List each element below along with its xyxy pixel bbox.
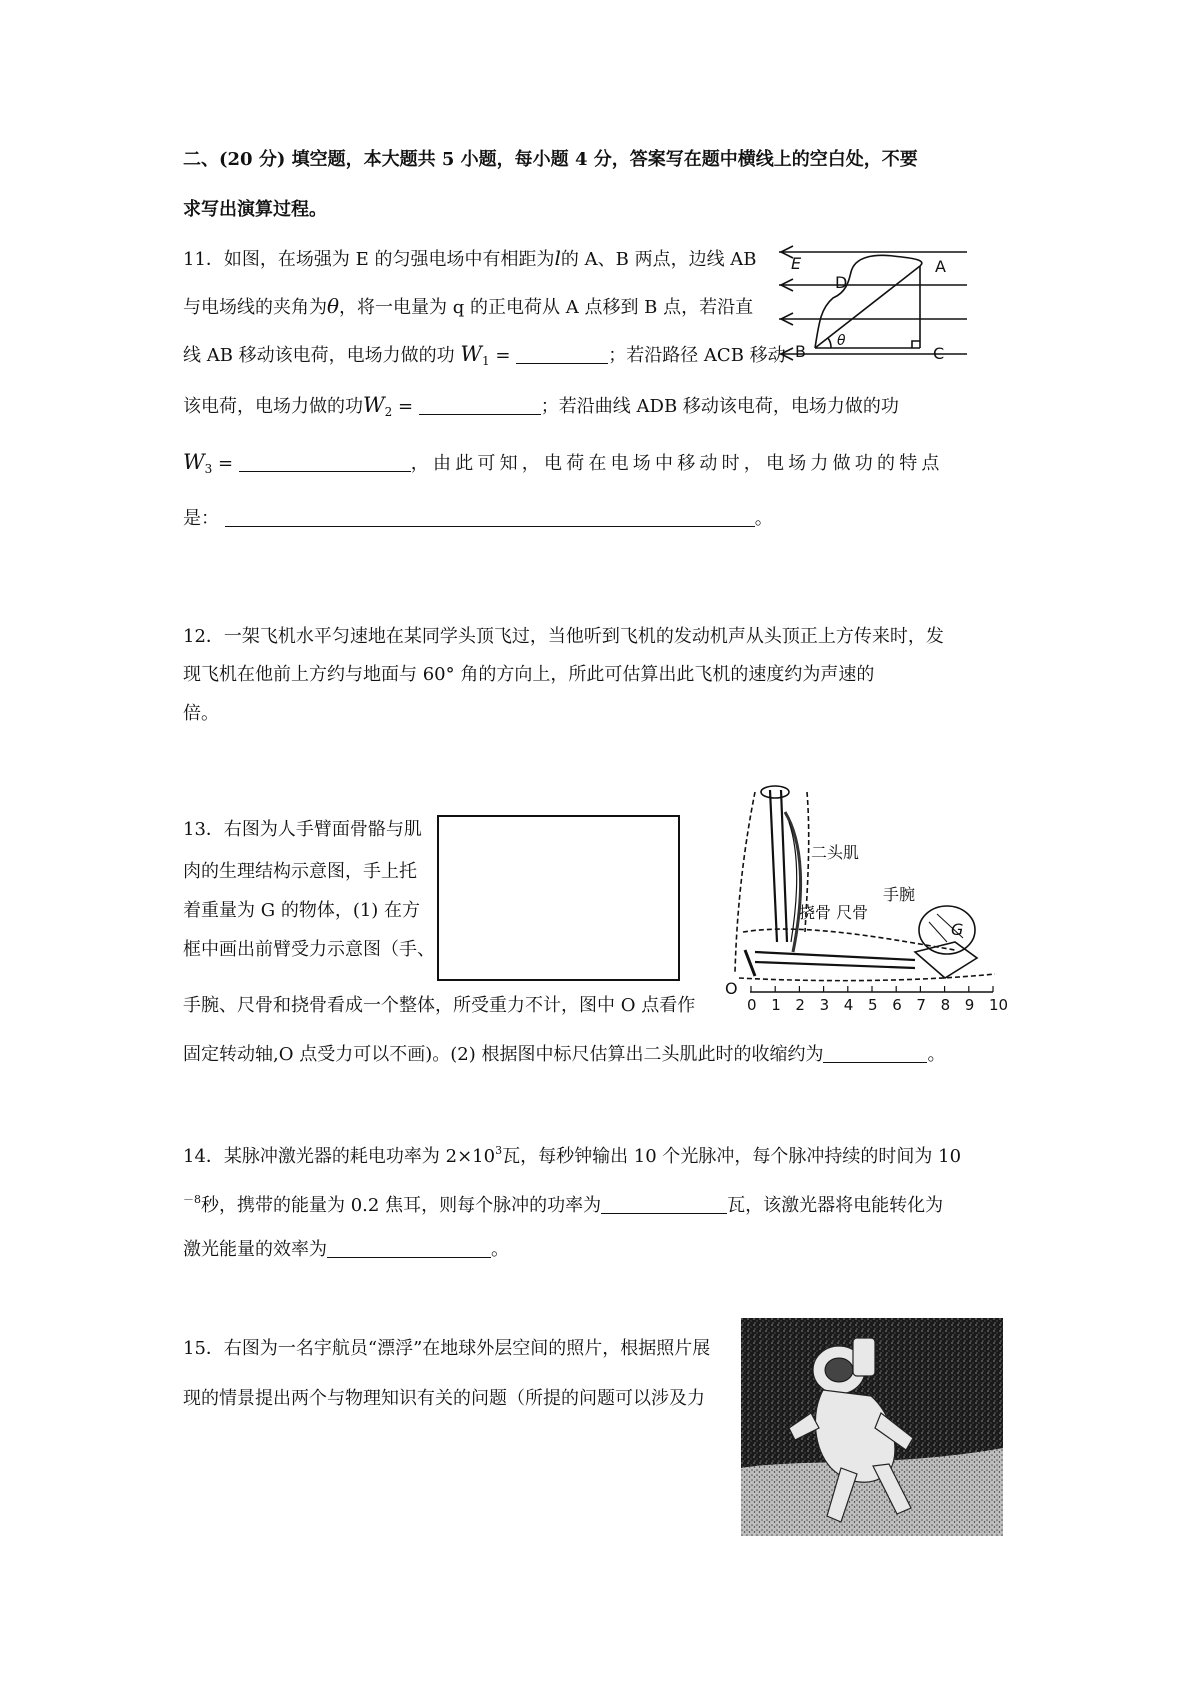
q14-text: 瓦，该激光器将电能转化为	[727, 1195, 944, 1216]
ruler-tick-label: 6	[892, 996, 902, 1014]
q11-w2-symbol: W	[363, 393, 385, 417]
q11-field-figure	[775, 242, 970, 364]
q14-sup: 3	[495, 1144, 503, 1157]
q13-fig-label-biceps: 二头肌	[811, 843, 860, 862]
q11-w3-symbol: W	[183, 450, 205, 474]
q14-text: 激光能量的效率为	[183, 1239, 327, 1260]
q13-text: 。	[927, 1044, 946, 1065]
q12-line2: 现飞机在他前上方约与地面与 60° 角的方向上，所此可估算出此飞机的速度约为声速的	[183, 664, 875, 685]
q11-var-theta: θ	[327, 294, 340, 318]
ruler-tick-label: 8	[940, 996, 951, 1014]
q13-fig-label-O: O	[725, 979, 738, 998]
q11-fig-label-theta: θ	[837, 333, 846, 349]
q11-text: 11．如图，在场强为 E 的匀强电场中有相距为	[183, 249, 555, 270]
q13-fig-label-G: G	[951, 920, 964, 939]
q11-fig-label-A: A	[935, 257, 946, 276]
q14-blank-pulse-power[interactable]	[601, 1195, 727, 1214]
ruler-tick-label: 3	[819, 996, 830, 1014]
q12-line3: 倍。	[183, 703, 219, 724]
ruler-tick-label: 9	[964, 996, 975, 1014]
q11-blank-feature[interactable]	[225, 508, 755, 527]
q11-fig-label-B: B	[795, 342, 806, 361]
ruler-tick-label: 10	[989, 996, 1009, 1014]
q11-eq: =	[397, 396, 414, 417]
q13-blank-contraction[interactable]	[823, 1044, 927, 1063]
q11-line4	[183, 393, 899, 424]
q14-line2	[183, 1188, 943, 1218]
q15-line1: 15．右图为一名宇航员“漂浮”在地球外层空间的照片，根据照片展	[183, 1338, 711, 1359]
q13-line4: 框中画出前臂受力示意图（手、	[183, 939, 435, 960]
q13-line3: 着重量为 G 的物体，(1) 在方	[183, 900, 421, 921]
q11-text: 是：	[183, 508, 219, 529]
q11-w2-sub: 2	[384, 405, 393, 419]
q11-blank-w3[interactable]	[239, 453, 411, 472]
q11-eq: =	[495, 345, 511, 366]
ruler-tick-label: 5	[868, 996, 878, 1014]
q11-line6	[183, 507, 773, 531]
q11-text: ；若沿曲线 ADB 移动该电荷，电场力做的功	[540, 396, 899, 417]
q14-text: 秒，携带的能量为 0.2 焦耳，则每个脉冲的功率为	[201, 1195, 602, 1216]
q13-line6	[183, 1043, 945, 1067]
q13-line1: 13．右图为人手臂面骨骼与肌	[183, 819, 422, 840]
section-heading-line2: 求写出演算过程。	[183, 199, 327, 220]
q11-text: 。	[754, 508, 773, 529]
section-heading-line1: 二、(20 分) 填空题，本大题共 5 小题，每小题 4 分，答案写在题中横线上的空白处，不要	[183, 149, 918, 170]
q14-text: 。	[491, 1239, 509, 1260]
q11-line5	[183, 450, 944, 481]
q11-var-l: l	[554, 246, 561, 270]
q11-line2	[183, 294, 753, 320]
q14-line3	[183, 1238, 509, 1262]
q14-sup: －8	[183, 1193, 201, 1206]
ruler-tick-label: 0	[747, 996, 757, 1014]
q11-text: ，由此可知，电荷在电场中移动时，电场力做功的特点	[410, 453, 944, 474]
q11-text: 的 A、B 两点，边线 AB	[560, 249, 757, 270]
q14-line1	[183, 1139, 961, 1169]
q11-text: ；若沿路径 ACB 移动	[608, 345, 786, 366]
q15-astronaut-photo	[741, 1318, 1003, 1536]
q13-fig-label-radius-ulna: 挠骨 尺骨	[799, 903, 869, 922]
q13-fig-label-wrist: 手腕	[883, 885, 916, 904]
q13-line2: 肉的生理结构示意图，手上托	[183, 861, 417, 882]
q11-w1-symbol: W	[460, 342, 482, 366]
q11-blank-w2[interactable]	[419, 396, 541, 415]
q11-text: 与电场线的夹角为	[183, 297, 327, 318]
q11-eq: =	[217, 453, 234, 474]
q11-line3	[183, 342, 786, 373]
q15-line2: 现的情景提出两个与物理知识有关的问题（所提的问题可以涉及力	[183, 1388, 705, 1409]
q11-text: 线 AB 移动该电荷，电场力做的功	[183, 345, 455, 366]
q12-line1: 12．一架飞机水平匀速地在某同学头顶飞过，当他听到飞机的发动机声从头顶正上方传来时，发	[183, 626, 944, 647]
q13-arm-figure	[715, 782, 1015, 1014]
q14-blank-efficiency[interactable]	[327, 1239, 491, 1258]
q11-line1	[183, 246, 757, 272]
q11-text: 该电荷，电场力做的功	[183, 396, 363, 417]
ruler-tick-label: 7	[916, 996, 926, 1014]
q14-text: 14．某脉冲激光器的耗电功率为 2×10	[183, 1146, 496, 1167]
q13-answer-box[interactable]	[437, 815, 680, 981]
q11-fig-label-C: C	[933, 344, 945, 363]
ruler-tick-label: 4	[843, 996, 854, 1014]
q11-w1-sub: 1	[482, 354, 490, 368]
q13-line5: 手腕、尺骨和挠骨看成一个整体，所受重力不计，图中 O 点看作	[183, 995, 696, 1016]
q11-blank-w1[interactable]	[516, 345, 608, 364]
ruler-tick-label: 1	[771, 996, 781, 1014]
q11-w3-sub: 3	[204, 462, 213, 476]
q14-text: 瓦，每秒钟输出 10 个光脉冲，每个脉冲持续的时间为 10	[502, 1146, 962, 1167]
q11-text: ，将一电量为 q 的正电荷从 A 点移到 B 点，若沿直	[339, 297, 754, 318]
q11-fig-label-D: D	[835, 273, 848, 292]
q13-text: 固定转动轴,O 点受力可以不画)。(2) 根据图中标尺估算出二头肌此时的收缩约为	[183, 1044, 824, 1065]
q11-fig-label-E: E	[791, 254, 802, 273]
ruler-tick-label: 2	[795, 996, 805, 1014]
